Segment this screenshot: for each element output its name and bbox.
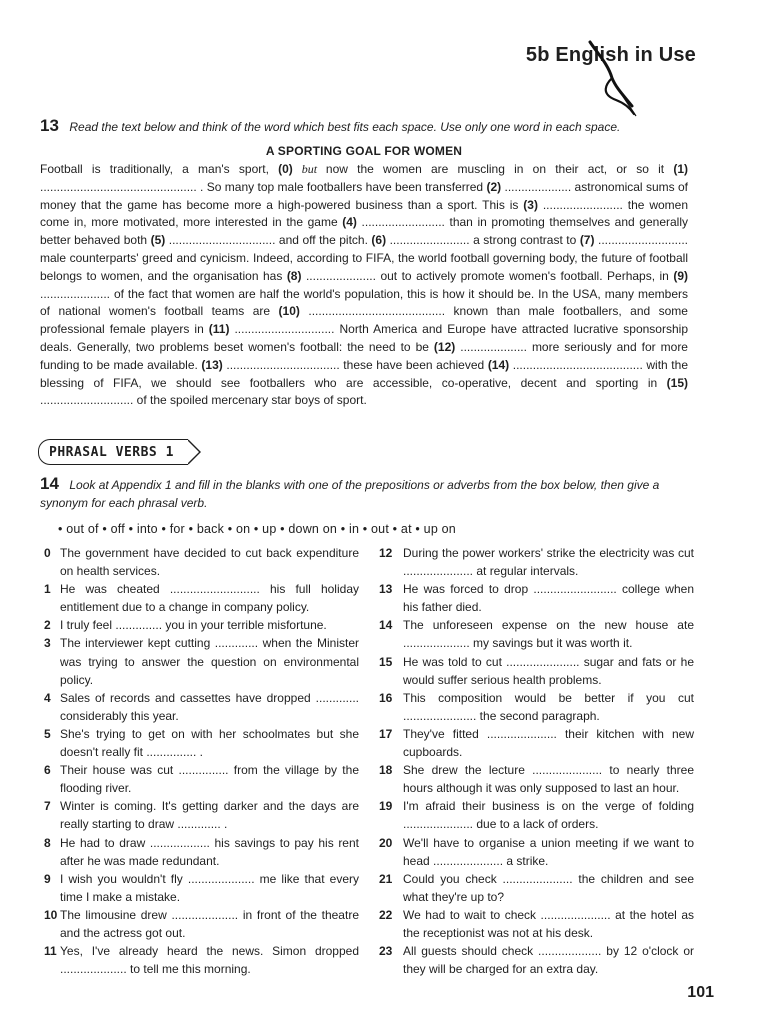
text-segment: .................................. these have been achieved (222, 357, 488, 372)
text-segment: Football is traditionally, a man's sport, (40, 162, 279, 176)
item-number: 11 (44, 944, 57, 959)
item-number: 3 (44, 636, 51, 651)
item-number: 8 (44, 835, 51, 850)
item-text: Yes, I've already heard the news. Simon dropped .................... to tell me this morning. (60, 944, 359, 977)
gap-number: (11) (208, 322, 230, 337)
exercise-item (379, 689, 694, 725)
exercise-item (44, 942, 359, 978)
text-segment: ..................... of the fact that women are half the world's population, this is how it should be. In the USA, many members of national women's football teams are (40, 286, 688, 319)
item-text: The government have decided to cut back expenditure on health services. (60, 546, 359, 579)
item-text: I wish you wouldn't fly .................... me like that every time I make a mistake. (60, 871, 359, 904)
story-title: A SPORTING GOAL FOR WOMEN (265, 144, 463, 158)
gap-number: (8) (286, 268, 302, 283)
exercise-item (44, 580, 359, 616)
gap-number: (12) (433, 339, 456, 354)
exercise-instruction: Read the text below and think of the word which best fits each space. Use only one word in each space. (69, 120, 621, 134)
item-number: 4 (44, 690, 51, 705)
text-segment: .................... astronomical sums of money that the game has become more a high-powered business than a sport. This is (40, 179, 688, 212)
gap-number: (3) (523, 197, 538, 212)
text-segment: ....................................... with the blessing of FIFA, we should see footballers who are accessible, co-operative, decent and sporting in (40, 357, 688, 390)
gap-number: (14) (487, 357, 510, 372)
exercise-item (44, 906, 359, 942)
exercise-item (44, 544, 359, 580)
banner-title: PHRASAL VERBS 1 (49, 444, 174, 460)
item-text: The limousine drew .................... in front of the theatre and the actress got out. (60, 907, 359, 940)
gap-number: (5) (150, 233, 166, 248)
exercise-instruction: Look at Appendix 1 and fill in the blanks with one of the prepositions or adverbs from the box below, then give a synonym for each phrasal verb. (40, 478, 660, 510)
text-segment: ..................... out to actively promote women's football. Perhaps, in (301, 268, 674, 283)
item-number: 1 (44, 582, 51, 597)
exercise-14-heading (40, 474, 690, 512)
text-segment: now the women are muscling in on their act, or so it (325, 162, 674, 176)
item-number: 2 (44, 618, 51, 633)
item-text: She's trying to get on with her schoolmates but she doesn't really fit ............... . (60, 726, 359, 760)
item-number: 16 (379, 690, 393, 705)
exercise-number: 14 (40, 474, 59, 493)
exercise-item (44, 689, 359, 725)
item-text: Could you check ..................... the children and see what they're up to? (403, 871, 694, 904)
exercise-13-heading (40, 116, 688, 136)
gap-number: (7) (579, 233, 595, 248)
gap-number: (9) (673, 268, 689, 283)
exercise-items (44, 544, 694, 978)
item-text: All guests should check ................... by 12 o'clock or they will be charged for an extra day. (403, 944, 694, 977)
exercise-item (379, 725, 694, 761)
item-number: 15 (379, 654, 393, 669)
exercise-item (379, 580, 694, 616)
exercise-item (379, 653, 694, 689)
gap-number: (4) (342, 215, 357, 230)
gap-number: (6) (371, 233, 387, 248)
text-segment: ............................ of the spoiled mercenary star boys of sport. (40, 393, 367, 408)
exercise-item (379, 942, 694, 978)
gap-number: (2) (486, 179, 502, 194)
cloze-text (40, 161, 688, 410)
word-options: • out of • off • into • for • back • on • up • down on • in • out • at • up on (58, 522, 456, 536)
exercise-item (379, 870, 694, 906)
text-segment: ............................................... . So many top male footballers have been transferred (40, 179, 487, 194)
item-number: 20 (379, 835, 393, 850)
item-number: 17 (379, 726, 393, 741)
section-banner (38, 441, 202, 463)
item-number: 13 (379, 582, 393, 597)
item-text: He had to draw .................. his savings to pay his rent after he was made redundant. (60, 835, 359, 868)
exercise-14 (40, 474, 690, 536)
exercise-item (44, 725, 359, 761)
items-right-column (379, 544, 694, 978)
item-number: 22 (379, 907, 393, 922)
item-number: 5 (44, 726, 51, 741)
item-number: 6 (44, 763, 51, 778)
item-text: During the power workers' strike the electricity was cut ..................... at regular intervals. (403, 546, 694, 579)
exercise-item (379, 761, 694, 797)
text-segment: .............................. North America and Europe have attracted lucrative sponsorship deals. Generally, two problems beset women's football: the need to be (40, 322, 688, 354)
exercise-item (44, 616, 359, 634)
item-number: 21 (379, 871, 393, 886)
item-text: We'll have to organise a union meeting if we want to head ..................... a strike. (403, 835, 694, 868)
gap-number: (1) (673, 162, 689, 176)
exercise-number: 13 (40, 116, 59, 135)
item-text: We had to wait to check ..................... at the hotel as the receptionist was not at his desk. (403, 907, 694, 940)
page-number: 101 (687, 984, 714, 1001)
exercise-item (44, 634, 359, 688)
item-text: I'm afraid their business is on the verge of folding ..................... due to a lack of orders. (403, 799, 694, 832)
banner-arrow-icon (188, 439, 202, 465)
exercise-item (44, 870, 359, 906)
item-text: She drew the lecture ..................... to nearly three hours although it was only supposed to last an hour. (403, 763, 694, 796)
text-segment: ......................................... known than male footballers, and some professional female players in (40, 304, 688, 337)
item-text: Their house was cut ............... from the village by the flooding river. (60, 763, 359, 796)
text-segment: ........................ a strong contrast to (386, 233, 580, 248)
item-text: The unforeseen expense on the new house ate .................... my savings but it was worth it. (403, 618, 694, 651)
exercise-13 (40, 116, 688, 410)
item-number: 23 (379, 944, 393, 959)
exercise-item (44, 797, 359, 833)
banner-box (38, 439, 188, 465)
item-text: Sales of records and cassettes have dropped ............. considerably this year. (60, 690, 359, 723)
item-text: He was cheated ........................... his full holiday entitlement due to a change in company policy. (60, 582, 359, 615)
exercise-item (379, 906, 694, 942)
exercise-item (379, 616, 694, 652)
item-text: I truly feel .............. you in your terrible misfortune. (60, 618, 327, 633)
item-number: 7 (44, 799, 51, 814)
exercise-item (379, 797, 694, 833)
item-number: 14 (379, 618, 393, 633)
example-answer: but (292, 162, 326, 176)
item-number: 10 (44, 907, 58, 922)
item-number: 12 (379, 546, 393, 560)
item-text: Winter is coming. It's getting darker and the days are really starting to draw ............. . (60, 799, 359, 832)
item-number: 9 (44, 871, 51, 886)
text-segment: ......................... than in promoting themselves and generally better behaved both (40, 215, 688, 248)
text-segment: ........................... male counterparts' greed and cynicism. Indeed, according to FIFA, the world football governing body, the future of football belongs to women, and the organisation has (40, 233, 688, 283)
exercise-item (44, 834, 359, 870)
item-number: 19 (379, 799, 393, 814)
item-number: 0 (44, 546, 51, 560)
unit-title: 5b English in Use (525, 44, 696, 66)
text-segment: ........................ the women come in, more motivated, more interested in the game (40, 197, 689, 230)
page-header (526, 44, 696, 84)
gap-number: (0) (278, 162, 293, 176)
item-text: The interviewer kept cutting ............. when the Minister was trying to answer the question on environmental policy. (60, 636, 359, 687)
exercise-item (379, 544, 694, 580)
gap-number: (10) (278, 304, 300, 319)
gap-number: (13) (201, 357, 223, 372)
exercise-item (44, 761, 359, 797)
items-left-column (44, 544, 359, 978)
item-text: They've fitted ..................... their kitchen with new cupboards. (403, 726, 694, 760)
item-text: He was told to cut ...................... sugar and fats or he would suffer serious health problems. (403, 654, 694, 687)
text-segment: ................................ and off the pitch. (165, 233, 372, 248)
item-number: 18 (379, 763, 393, 778)
gap-number: (15) (666, 375, 688, 390)
exercise-item (379, 834, 694, 870)
item-text: This composition would be better if you cut ...................... the second paragraph. (403, 690, 694, 723)
text-segment: .................... more seriously and for more funding to be made available. (40, 339, 688, 372)
item-text: He was forced to drop ......................... college when his father died. (403, 582, 694, 615)
